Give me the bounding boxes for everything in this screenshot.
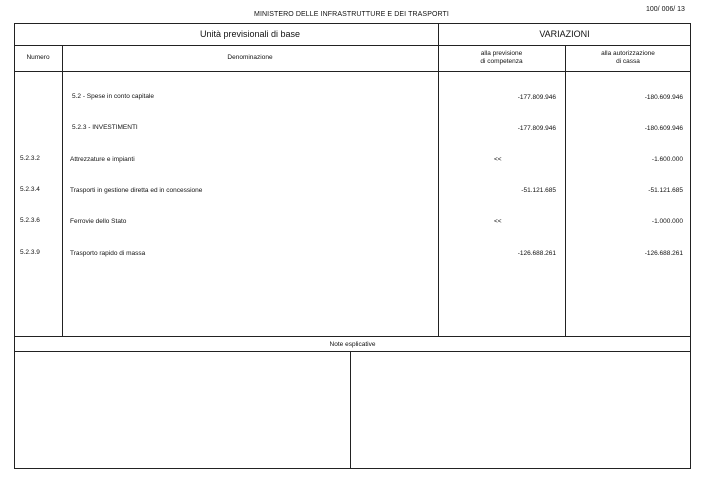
row-denominazione: 5.2.3 - INVESTIMENTI [72, 124, 138, 131]
row-cassa: -1.000.000 [651, 218, 683, 225]
row-denominazione: Ferrovie dello Stato [70, 218, 127, 225]
column-header-divider [14, 71, 691, 72]
row-competenza: << [494, 218, 502, 225]
notes-section [14, 337, 691, 469]
row-cassa: -51.121.685 [648, 187, 683, 194]
header-divider [14, 45, 691, 46]
upb-header: Unità previsionali di base [199, 29, 301, 39]
col-cassa-header-line1: alla autorizzazione [601, 50, 655, 57]
variazioni-header: VARIAZIONI [539, 29, 590, 39]
row-cassa: -180.609.946 [644, 125, 683, 132]
col-divider-cassa [565, 45, 566, 337]
row-competenza: -177.809.946 [517, 94, 556, 101]
row-competenza: -177.809.946 [517, 125, 556, 132]
col-cassa-header-line2: di cassa [616, 58, 640, 65]
row-numero: 5.2.3.6 [20, 217, 40, 224]
col-competenza-header-line1: alla previsione [480, 50, 523, 57]
row-numero: 5.2.3.9 [20, 249, 40, 256]
row-denominazione: Trasporti in gestione diretta ed in concessione [70, 187, 203, 194]
col-divider-numero [62, 45, 63, 337]
row-competenza: -51.121.685 [521, 187, 556, 194]
row-denominazione: Trasporto rapido di massa [70, 250, 146, 257]
notes-column-divider [350, 351, 351, 469]
row-cassa: -1.600.000 [651, 156, 683, 163]
notes-header-divider [14, 351, 691, 352]
row-cassa: -126.688.261 [644, 250, 683, 257]
page-code: 100/ 006/ 13 [646, 6, 685, 13]
col-numero-header: Numero [26, 54, 50, 61]
col-divider-variazioni [438, 23, 439, 337]
row-cassa: -180.609.946 [644, 94, 683, 101]
row-denominazione: 5.2 - Spese in conto capitale [72, 93, 155, 100]
row-numero: 5.2.3.2 [20, 155, 40, 162]
row-numero: 5.2.3.4 [20, 186, 40, 193]
notes-header: Note esplicative [329, 341, 376, 348]
col-denominazione-header: Denominazione [227, 54, 273, 61]
col-competenza-header-line2: di competenza [480, 58, 523, 65]
row-competenza: << [494, 156, 502, 163]
row-denominazione: Attrezzature e impianti [70, 156, 135, 163]
ministry-title: MINISTERO DELLE INFRASTRUTTURE E DEI TRASPORTI [254, 11, 449, 18]
row-competenza: -126.688.261 [517, 250, 556, 257]
